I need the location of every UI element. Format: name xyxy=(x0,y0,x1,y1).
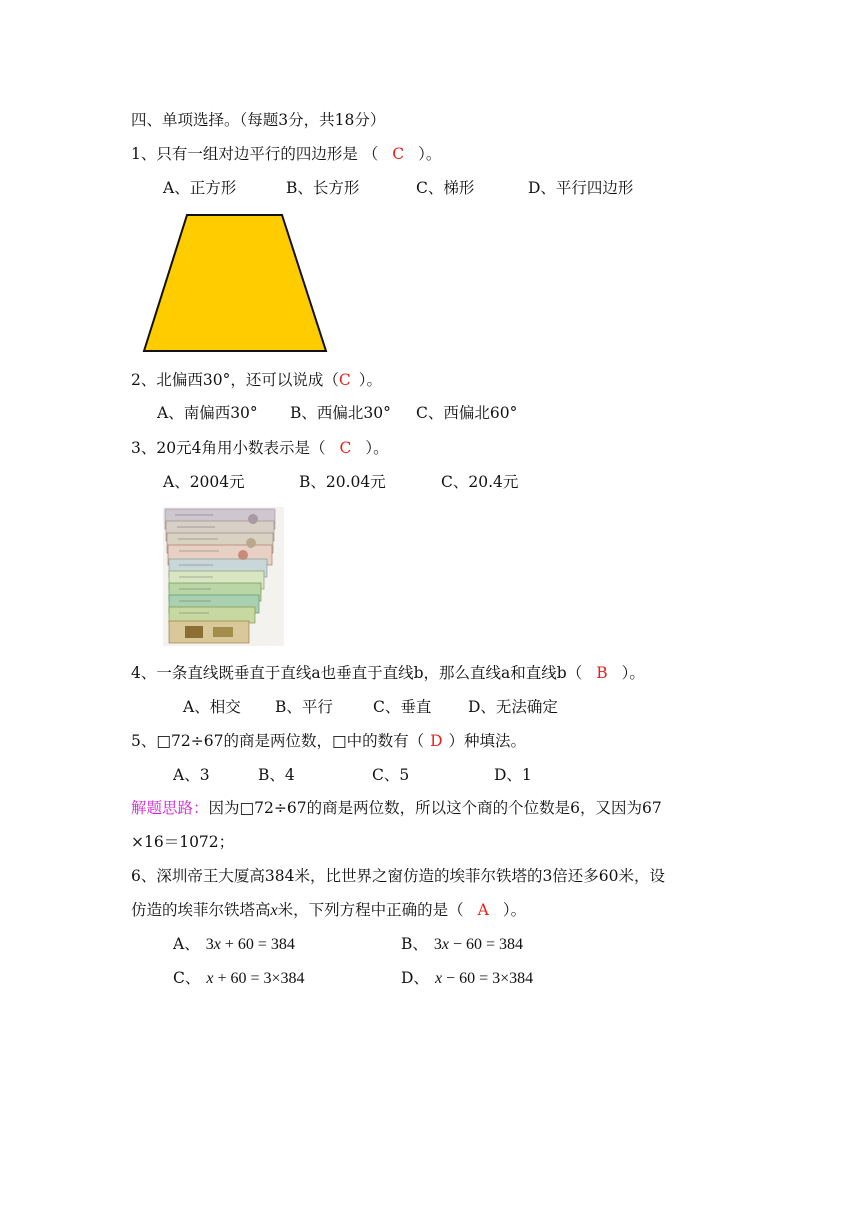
question-3-suffix: ）。 xyxy=(365,439,389,457)
question-6-line-2 xyxy=(131,903,526,919)
q6-option-c-equation: x + 60 = 3×384 xyxy=(206,970,305,987)
explanation-line-1: 因为□72÷67的商是两位数，所以这个商的个位数是6，又因为67 xyxy=(208,799,662,817)
question-5-text: 5、□72÷67的商是两位数，□中的数有（ xyxy=(131,732,425,750)
question-5-answer: D xyxy=(430,732,443,750)
question-4-answer: B xyxy=(596,664,608,682)
q3-option-c: C、20.4元 xyxy=(441,473,519,491)
q6-option-b-equation: 3x − 60 = 384 xyxy=(433,936,524,953)
question-2-answer: C xyxy=(338,371,351,389)
question-3-answer: C xyxy=(339,439,352,457)
explanation xyxy=(131,801,662,817)
question-2-text: 2、北偏西30°，还可以说成（ xyxy=(131,371,339,389)
question-6-answer: A xyxy=(477,901,489,919)
question-6-line-1: 6、深圳帝王大厦高384米，比世界之窗仿造的埃菲尔铁塔的3倍还多60米，设 xyxy=(131,867,666,885)
banknotes-image xyxy=(163,507,284,646)
q5-option-a: A、3 xyxy=(173,766,210,784)
question-1 xyxy=(131,147,441,163)
q5-option-d: D、1 xyxy=(494,766,532,784)
question-4 xyxy=(131,666,645,682)
q4-option-d: D、无法确定 xyxy=(468,698,558,716)
q4-option-c: C、垂直 xyxy=(373,698,432,716)
q6-option-d-equation: x − 60 = 3×384 xyxy=(434,970,534,987)
question-5-suffix: ）种填法。 xyxy=(448,732,527,750)
question-6-text: 仿造的埃菲尔铁塔高 xyxy=(131,901,271,919)
q2-option-c: C、西偏北60° xyxy=(416,404,518,422)
question-2-suffix: ）。 xyxy=(358,371,382,389)
q3-option-b: B、20.04元 xyxy=(299,473,386,491)
q3-option-a: A、2004元 xyxy=(163,473,245,491)
question-3 xyxy=(131,441,389,457)
question-1-text: 1、只有一组对边平行的四边形是 （ xyxy=(131,145,379,163)
explanation-label: 解题思路： xyxy=(131,799,209,817)
q5-option-b: B、4 xyxy=(258,766,295,784)
question-4-text: 4、一条直线既垂直于直线a也垂直于直线b，那么直线a和直线b（ xyxy=(131,664,583,682)
question-6-suffix: ）。 xyxy=(502,901,527,919)
question-4-suffix: ）。 xyxy=(621,664,645,682)
q6-option-b-label: B、 xyxy=(401,935,428,953)
q2-option-a: A、南偏西30° xyxy=(157,404,258,422)
trapezoid-shape xyxy=(144,215,326,351)
q1-option-b: B、长方形 xyxy=(286,179,360,197)
q4-option-b: B、平行 xyxy=(275,698,333,716)
q2-option-b: B、西偏北30° xyxy=(290,404,391,422)
q6-option-b xyxy=(401,937,523,953)
q6-option-a-label: A、 xyxy=(173,935,200,953)
q1-option-d: D、平行四边形 xyxy=(528,179,634,197)
question-3-text: 3、20元4角用小数表示是（ xyxy=(131,439,326,457)
q5-option-c: C、5 xyxy=(372,766,410,784)
q6-option-d xyxy=(401,971,533,987)
question-2 xyxy=(131,373,382,389)
q6-option-c-label: C、 xyxy=(173,969,201,987)
question-6-text-2: 米，下列方程中正确的是（ xyxy=(277,901,464,919)
q4-option-a: A、相交 xyxy=(183,698,241,716)
trapezoid-figure xyxy=(140,212,330,354)
q1-option-c: C、梯形 xyxy=(416,179,475,197)
question-6-variable: x xyxy=(270,902,278,919)
question-5 xyxy=(131,734,526,750)
question-1-answer: C xyxy=(392,145,405,163)
q6-option-a xyxy=(173,937,295,953)
q6-option-c xyxy=(173,971,305,987)
explanation-line-2: ×16＝1072； xyxy=(131,833,235,851)
q6-option-d-label: D、 xyxy=(401,969,429,987)
q6-option-a-equation: 3x + 60 = 384 xyxy=(205,936,295,953)
question-1-suffix: ）。 xyxy=(418,145,442,163)
q1-option-a: A、正方形 xyxy=(163,179,237,197)
section-title: 四、单项选择。（每题3分，共18分） xyxy=(131,111,386,129)
